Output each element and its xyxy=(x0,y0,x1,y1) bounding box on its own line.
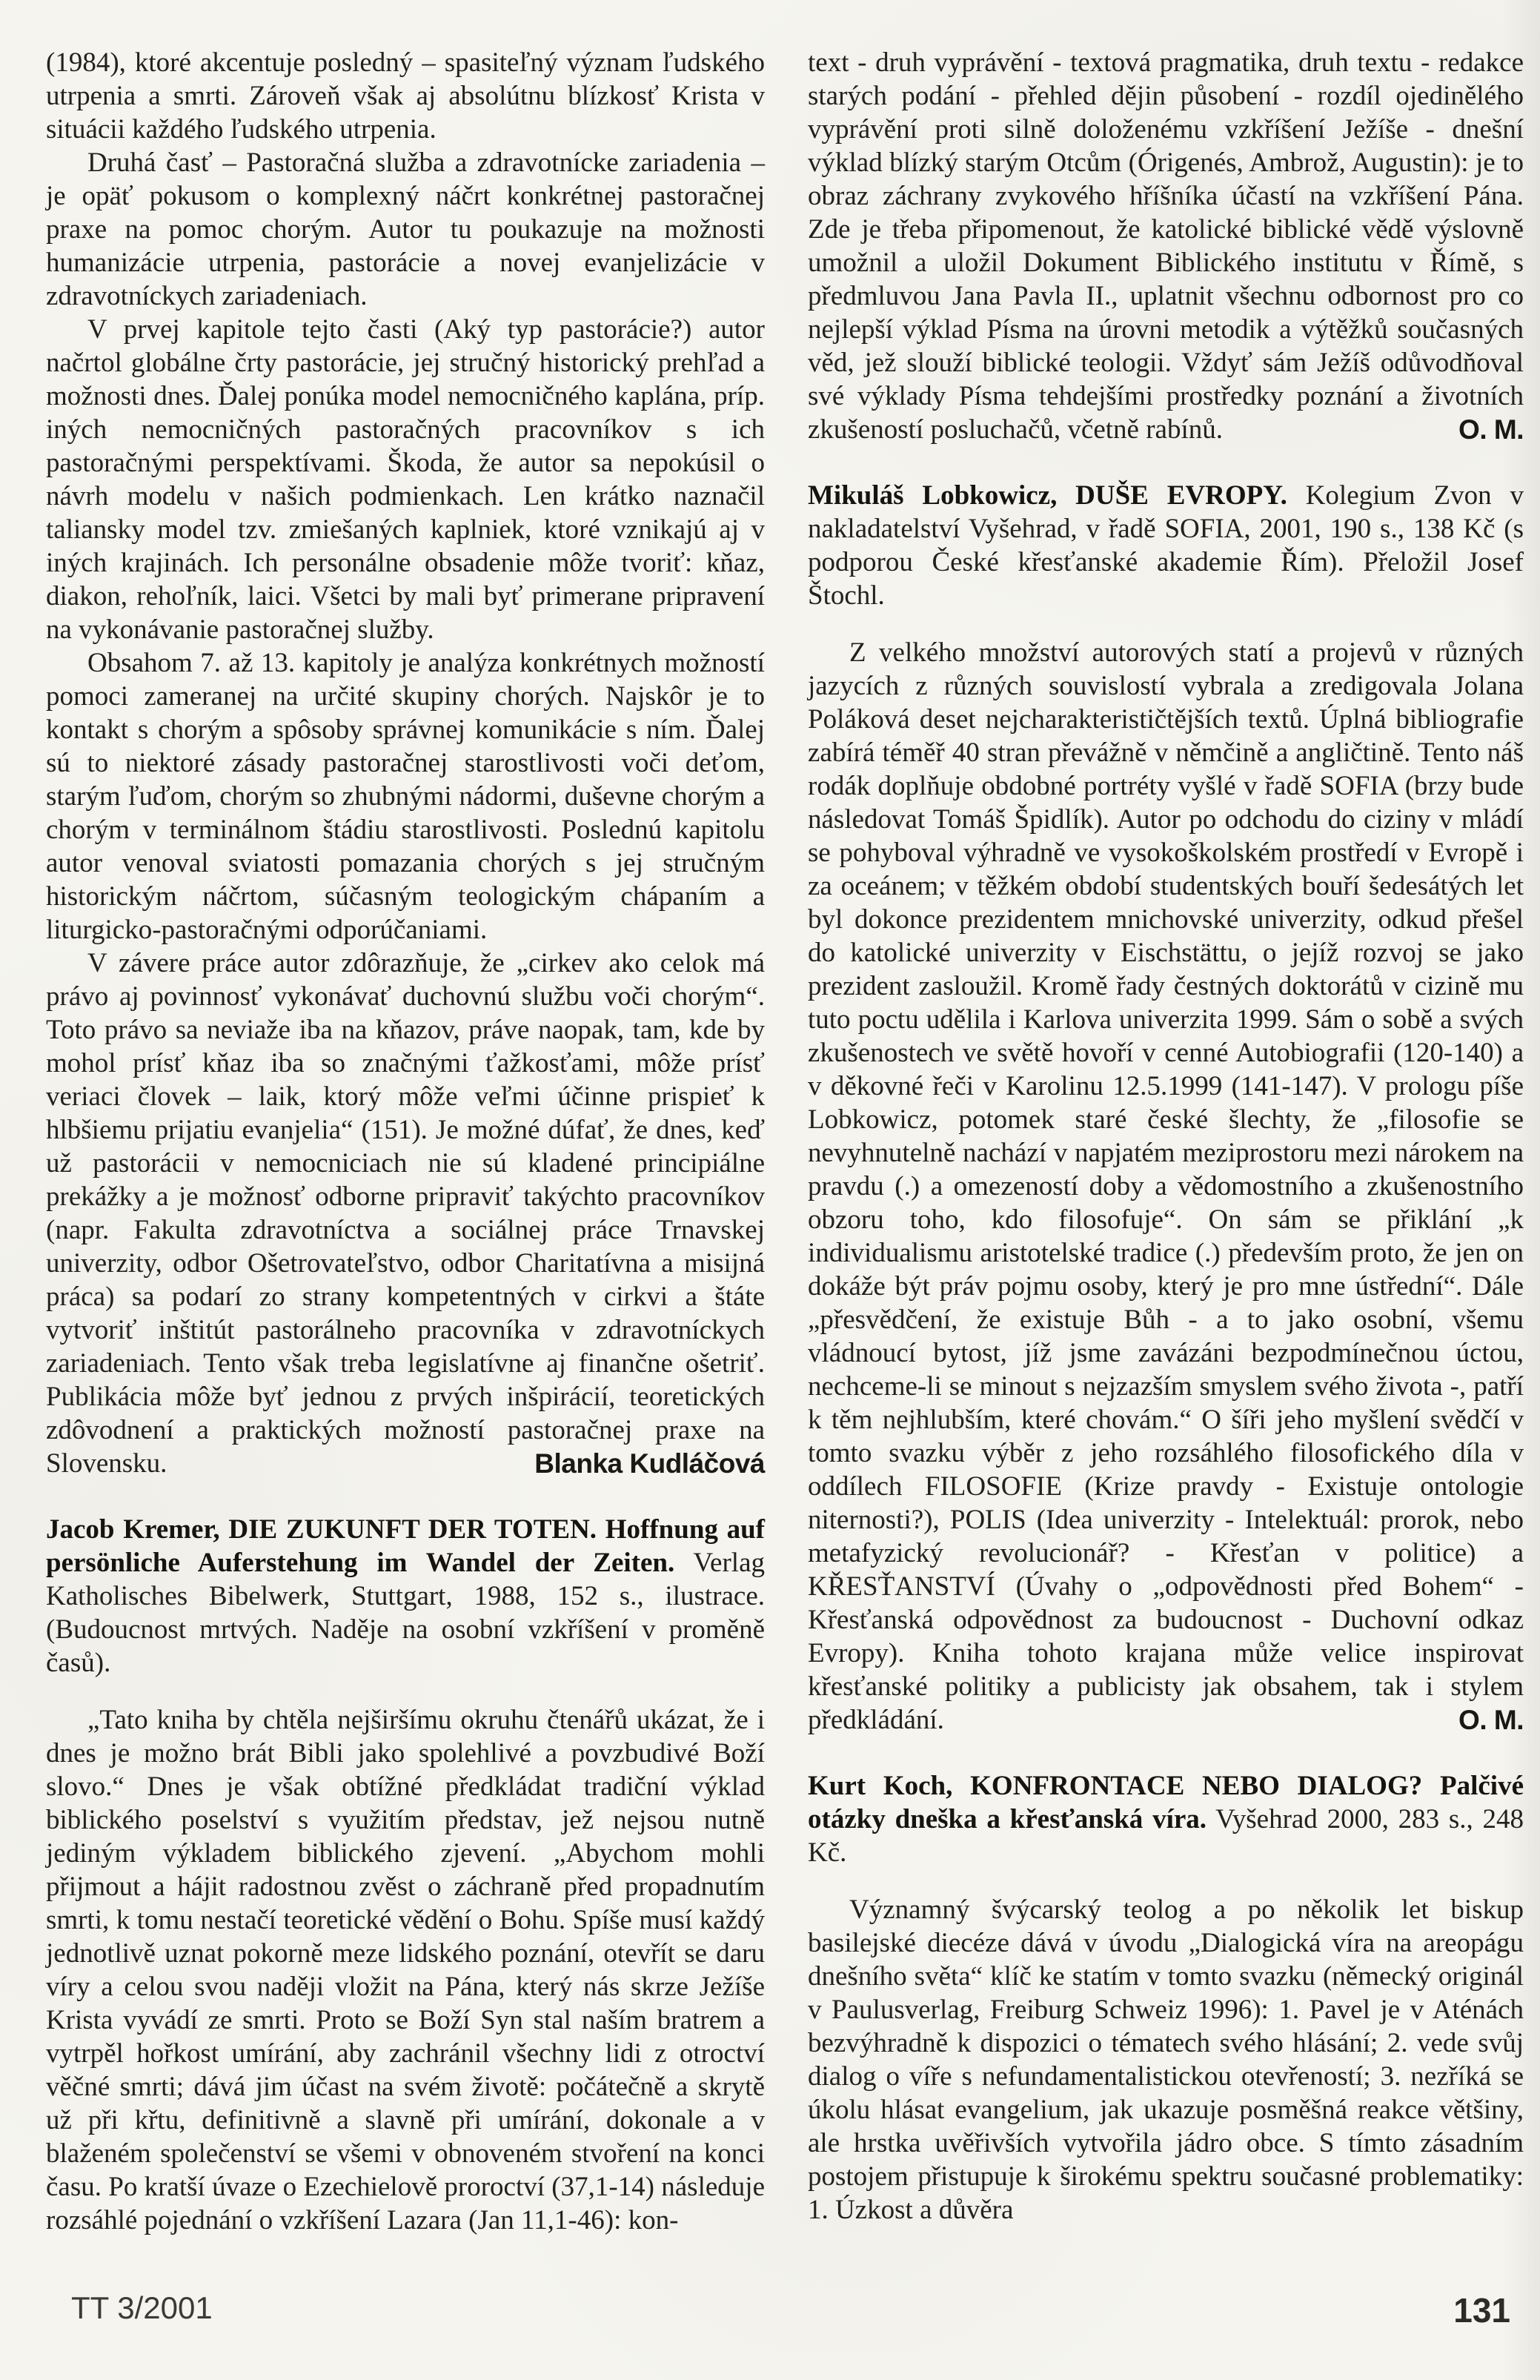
book-review-heading: Mikuláš Lobkowicz, DUŠE EVROPY. Kolegium Zvon v nakladatelství Vyšehrad, v řadě SOFIA, 2001, 190 s., 138 Kč (s podporou České křesťanské akademie Řím). Přeložil Josef Štochl. xyxy=(808,480,1524,611)
body-paragraph: V závere práce autor zdôrazňuje, že „cirkev ako celok má právo aj povinnosť vykonávať duchovnú službu voči chorým“. Toto právo sa neviaže iba na kňazov, práve naopak, tam, kde by mohol prísť kňaz iba so značnými ťažkosťami, môže prísť veriaci človek – laik, ktorý môže veľmi účinne prispieť k hlbšiemu prijatiu evanjelia“ (151). Je možné dúfať, že dnes, keď už pastorácii v nemocniciach nie sú kladené principiálne prekážky a je možnosť odborne pripraviť takýchto pracovníkov (napr. Fakulta zdravotníctva a sociálnej práce Trnavskej univerzity, odbor Ošetrovateľstvo, odbor Charitatívna a misijná práca) sa podarí zo strany kompetentných v cirkvi a štáte vytvoriť inštitút pastorálneho pracovníka v zdravotníckych zariadeniach. Tento však treba legislatívne aj finančne ošetriť. Publikácia môže byť jednou z prvých inšpirácií, teoretických zdôvodnení a praktických možností pastoračnej praxe na Slovensku. Blanka Kudláčová xyxy=(46,948,765,1479)
reviewer-signature: O. M. xyxy=(1458,414,1524,445)
body-paragraph: text - druh vyprávění - textová pragmatika, druh textu - redakce starých podání - přehled dějin působení - rozdíl ojedinělého vyprávění proti silně doloženému vzkříšení Ježíše - dnešní výklad blízký starým Otcům (Órigenés, Ambrož, Augustin): je to obraz záchrany zvykového hříšníka účastí na vzkříšení Pána. Zde je třeba připomenout, že katolické biblické vědě výslovně umožnil a uložil Dokument Biblického institutu v Římě, s předmluvou Jana Pavla II., uplatnit všechnu odbornost pro co nejlepší výklad Písma na úrovni metodik a výtěžků současných věd, jež slouží biblické teologii. Vždyť sám Ježíš odůvodňoval své výklady Písma tehdejšími prostředky poznání a životních zkušeností posluchačů, včetně rabínů. O. M. xyxy=(808,47,1524,445)
book-review-heading: Jacob Kremer, DIE ZUKUNFT DER TOTEN. Hoffnung auf persönliche Auferstehung im Wandel der Zeiten. Verlag Katholisches Bibelwerk, Stuttgart, 1988, 152 s., ilustrace. (Budoucnost mrtvých. Naděje na osobní vzkříšení v proměně časů). xyxy=(46,1514,765,1678)
book-review-heading: Kurt Koch, KONFRONTACE NEBO DIALOG? Palčivé otázky dneška a křesťanská víra. Vyšehrad 2000, 283 s., 248 Kč. xyxy=(808,1771,1524,1868)
journal-issue-label: TT 3/2001 xyxy=(71,2290,213,2325)
body-paragraph: (1984), ktoré akcentuje posledný – spasiteľný význam ľudského utrpenia a smrti. Zároveň však aj absolútnu blízkosť Krista v situácii každého ľudského utrpenia. xyxy=(46,47,765,145)
body-paragraph: Z velkého množství autorových statí a projevů v různých jazycích z různých souvislostí vybrala a zredigovala Jolana Poláková deset nejcharakterističtějších textů. Úplná bibliografie zabírá téměř 40 stran převážně v němčině a angličtině. Tento náš rodák doplňuje obdobné portréty vyšlé v řadě SOFIA (brzy bude následovat Tomáš Špidlík). Autor po odchodu do ciziny v mládí se pohyboval výhradně ve vysokoškolském prostředí v Evropě i za oceánem; v těžkém období studentských bouří šedesátých let byl dokonce prezidentem mnichovské univerzity, odkud přešel do katolické univerzity v Eischstättu, o jejíž rozvoj se jako prezident zasloužil. Kromě řady čestných doktorátů v cizině mu tuto poctu udělila i Karlova univerzita 1999. Sám o sobě a svých zkušenostech ve světě hovoří v cenné Autobiografii (120-140) a v děkovné řeči v Karolinu 12.5.1999 (141-147). V prologu píše Lobkowicz, potomek staré české šlechty, že „filosofie se nevyhnutelně nachází v napjatém meziprostoru mezi nárokem na pravdu (.) a omezeností doby a vědomostního a zkušenostního obzoru toho, kdo filosofuje“. On sám se přiklání „k individualismu aristotelské tradice (.) především proto, že jen on dokáže být práv pojmu osoby, který je pro mne ústřední“. Dále „přesvědčení, že existuje Bůh - a to jako osobní, všemu vládnoucí bytost, jíž jsme zavázáni bezpodmínečnou úctou, nechceme-li se minout s nejzazším smyslem svého života -, patří k těm nejhlubším, které chovám.“ O šíři jeho myšlení svědčí v tomto svazku výběr z jeho rozsáhlého filosofického díla v oddílech FILOSOFIE (Krize pravdy - Existuje ontologie niternosti?), POLIS (Idea univerzity - Intelektuál: prorok, nebo metafyzický revolucionář? - Křesťan v politice) a KŘESŤANSTVÍ (Úvahy o „odpovědnosti před Bohem“ - Křesťanská odpovědnost za budoucnost - Duchovní odkaz Evropy). Kniha tohoto krajana může velice inspirovat křesťanské politiky a publicisty jak obsahem, tak i stylem předkládání. O. M. xyxy=(808,637,1524,1735)
body-paragraph: Druhá časť – Pastoračná služba a zdravotnícke zariadenia – je opäť pokusom o komplexný náčrt konkrétnej pastoračnej praxe na pomoc chorým. Autor tu poukazuje na možnosti humanizácie utrpenia, pastorácie a novej evanjelizácie v zdravotníckych zariadeniach. xyxy=(46,147,765,311)
book-title-bold: Kurt Koch, KONFRONTACE NEBO DIALOG? Palčivé otázky dneška a křesťanská víra. xyxy=(808,1771,1524,1834)
body-paragraph: „Tato kniha by chtěla nejširšímu okruhu čtenářů ukázat, že i dnes je možno brát Bibli jako spolehlivé a povzbudivé Boží slovo.“ Dnes je však obtížné předkládat tradiční výklad biblického poselství s využitím představ, jež nejsou nutně jediným výkladem biblického zjevení. „Abychom mohli přijmout a hájit radostnou zvěst o záchraně před propadnutím smrti, k tomu nestačí teoretické vědění o Bohu. Spíše musí každý jednotlivě uznat pokorně meze lidského poznání, otevřít se daru víry a celou svou naději vložit na Pána, který nás skrze Ježíše Krista vyvádí ze smrti. Proto se Boží Syn stal naším bratrem a vytrpěl hořkost umírání, aby zachránil všechny lidi z otroctví věčné smrti; dává jim účast na svém životě: počátečně a skrytě už při křtu, definitivně a slavně při umírání, dokonale a v blaženém společenství se všemi v obnoveném stvoření na konci času. Po kratší úvaze o Ezechielově proroctví (37,1-14) následuje rozsáhlé pojednání o vzkříšení Lazara (Jan 11,1-46): kon- xyxy=(46,1705,765,2235)
right-column xyxy=(808,46,1524,2237)
left-column xyxy=(46,46,765,2237)
book-title-bold: Jacob Kremer, DIE ZUKUNFT DER TOTEN. Hoffnung auf persönliche Auferstehung im Wandel der Zeiten. xyxy=(46,1514,765,1578)
reviewer-signature: O. M. xyxy=(1458,1705,1524,1735)
page-number: 131 xyxy=(1453,2291,1510,2330)
book-title-bold: Mikuláš Lobkowicz, DUŠE EVROPY. xyxy=(808,480,1287,511)
body-paragraph: Významný švýcarský teolog a po několik let biskup basilejské diecéze dává v úvodu „Dialogická víra na areopágu dnešního světa“ klíč ke statím v tomto svazku (německý originál v Paulusverlag, Freiburg Schweiz 1996): 1. Pavel je v Aténách bezvýhradně k dispozici o tématech svého hlásání; 2. vede svůj dialog o víře s nefundamentalistickou otevřeností; 3. nezříká se úkolu hlásat evangelium, jak ukazuje posměšná reakce většiny, ale hrstka uvěřivších vytvořila jádro obce. S tímto zásadním postojem přistupuje k širokému spektru současné problematiky: 1. Úzkost a důvěra xyxy=(808,1895,1524,2225)
reviewer-signature: Blanka Kudláčová xyxy=(534,1448,765,1479)
body-paragraph: Obsahom 7. až 13. kapitoly je analýza konkrétnych možností pomoci zameranej na určité skupiny chorých. Najskôr je to kontakt s chorým a spôsoby správnej komunikácie s ním. Ďalej sú to niektoré zásady pastoračnej starostlivosti voči deťom, starým ľuďom, chorým so zhubnými nádormi, duševne chorým a chorým v terminálnom štádiu starostlivosti. Poslednú kapitolu autor venoval sviatosti pomazania chorých s jej stručným historickým náčrtom, súčasným teologickým chápaním a liturgicko-pastoračnými odporúčaniami. xyxy=(46,648,765,945)
body-paragraph: V prvej kapitole tejto časti (Aký typ pastorácie?) autor načrtol globálne črty pastorácie, jej stručný historický prehľad a možnosti dnes. Ďalej ponúka model nemocničného kaplána, príp. iných nemocničných pastoračných pracovníkov s ich pastoračnými perspektívami. Škoda, že autor sa nepokúsil o návrh modelu v našich podmienkach. Len krátko naznačil taliansky model tzv. zmiešaných kaplniek, ktoré vznikajú aj v iných krajinách. Ich personálne obsadenie môže tvoriť: kňaz, diakon, rehoľník, laici. Všetci by mali byť primerane pripravení na vykonávanie pastoračnej služby. xyxy=(46,314,765,645)
two-column-text-area xyxy=(46,46,1524,2237)
